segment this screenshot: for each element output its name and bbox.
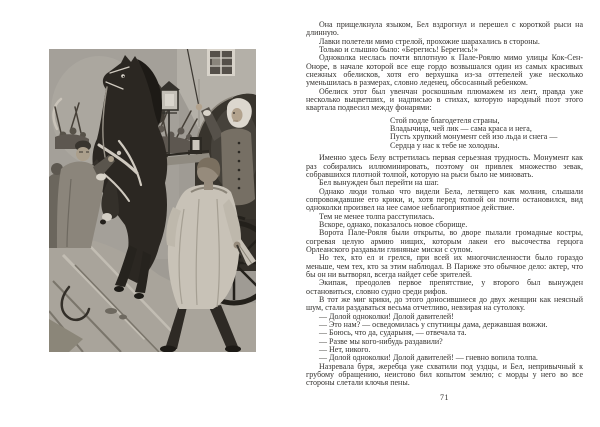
- paragraph: Экипаж, преодолев первое препятствие, у второго был вынужден остановиться, словно судно среди рифов.: [306, 278, 583, 296]
- paragraph: Именно здесь Белу встретилась первая серьезная трудность. Монумент как раз собирались иллюминировать, поэтому он привлек множество зевак, собравшихся плотной толпой, которую на рыси было не миновать.: [306, 153, 583, 179]
- paragraph: В тот же миг крики, до этого доносившиеся до двух женщин как неясный шум, стали раздаваться весьма отчетливо, невзирая на сутолоку.: [306, 295, 583, 313]
- verse-line: Стой подле благодетеля страны,: [390, 115, 500, 125]
- paragraph: Вскоре, однако, показалось новое сборище.: [319, 219, 468, 229]
- book-illustration: [49, 49, 256, 352]
- paragraph: Одноколка неслась почти вплотную к Пале-Роялю мимо улицы Кок-Сен-Оноре, в начале которой все еще гордо возвышался один из самых красивых снежных обелисков, хотя его верхушка из-за оттепелей уже несколько уменьшилась в размерах, словно леденец, обсосанный ребенком.: [306, 53, 583, 88]
- paragraph: Тем не менее толпа расступилась.: [319, 211, 435, 221]
- paragraph: Назревала буря, жеребца уже схватили под уздцы, и Бел, непривычный к грубому обращению, неистово бил копытом землю; с морды у него во все стороны слетали клочья пены.: [306, 361, 583, 388]
- paragraph: Бел вынужден был перейти на шаг.: [319, 178, 439, 188]
- verse-block: [390, 117, 583, 150]
- dialogue-line: — Разве мы кого-нибудь раздавили?: [319, 336, 443, 346]
- page-number: 71: [440, 392, 449, 402]
- paragraph: Лавки полетели мимо стрелой, прохожие шарахались в стороны.: [319, 36, 540, 46]
- verse-line: Сердца у нас к тебе не холодны.: [390, 140, 500, 150]
- paragraph: Однако люди только что видели Бела, летящего как молния, слышали сопровождавшие его крики, и, хотя перед толпой он почти остановился, вид одноколки произвел на нее самое неблагоприятное действие.: [306, 186, 583, 213]
- paragraph: Ворота Пале-Рояля были открыты, во дворе пылали громадные костры, согревая целую армию нищих, которым лакеи его высочества герцога Орлеанского раздавали глиняные миски с супом.: [306, 228, 583, 254]
- dialogue-line: — Боюсь, что да, сударыня, — отвечала та.: [319, 328, 467, 338]
- verse-line: Владычица, чей лик — сама краса и нега,: [390, 124, 532, 134]
- right-page: [306, 21, 583, 402]
- verse-line: Пусть хрупкий монумент сей изо льда и снега —: [390, 132, 558, 142]
- paragraph: Обелиск этот был увенчан роскошным плюмажем из лент, правда уже несколько выцветших, и надписью в стихах, которую народный поэт этого квартала подвесил между фонарями:: [306, 86, 583, 113]
- paragraph: Она прищелкнула языком, Бел вздрогнул и перешел с короткой рыси на длинную.: [306, 20, 583, 38]
- dialogue-line: — Это нам? — осведомилась у спутницы дама, державшая вожжи.: [319, 320, 548, 330]
- dialogue-line: — Нет, никого.: [319, 345, 371, 355]
- paragraph: Но тех, кто ел и грелся, при всей их многочисленности было гораздо меньше, чем тех, кто за этим наблюдал. В Париже это обычное дело: актер, что бы он ни вытворял, всегда найдет себе зрителей.: [306, 253, 583, 279]
- carriage-lamp: [190, 137, 202, 154]
- paragraph: Только и слышно было: «Берегись! Берегись!»: [319, 45, 478, 55]
- dialogue-line: — Долой одноколки! Долой давителей! — гневно вопила толпа.: [319, 353, 538, 363]
- left-page: [0, 0, 292, 427]
- dialogue-line: — Долой одноколки! Долой давителей!: [319, 311, 454, 321]
- window: [207, 49, 235, 76]
